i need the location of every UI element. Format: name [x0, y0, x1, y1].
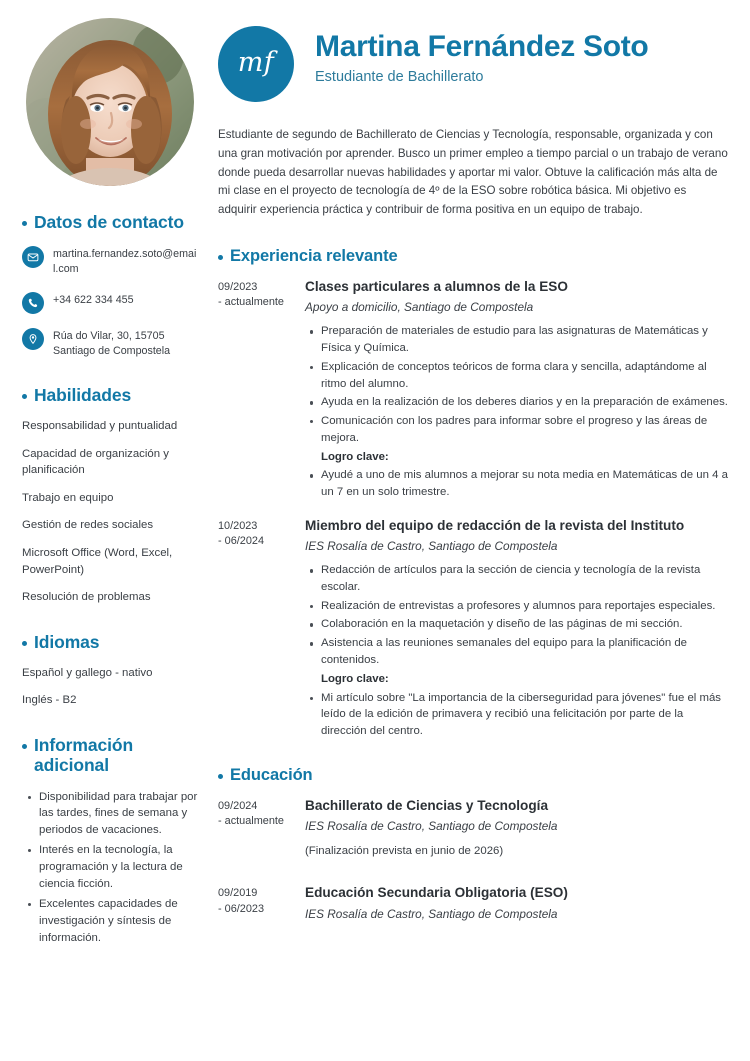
- date-start: 10/2023: [218, 519, 258, 532]
- education-entry-body: [305, 884, 728, 922]
- experience-achievement-label: Logro clave:: [321, 672, 389, 685]
- date-end: - 06/2023: [218, 902, 265, 915]
- heading-bullet-icon: [22, 221, 27, 226]
- additional-info-item: Excelentes capacidades de investigación y síntesis de información.: [39, 896, 198, 947]
- experience-entry-date: [218, 517, 305, 550]
- experience-job-title: Clases particulares a alumnos de la ESO: [305, 278, 568, 294]
- language-item: Inglés - B2: [22, 694, 77, 707]
- experience-bullet: Preparación de materiales de estudio para las asignaturas de Matemáticas y Física y Química.: [321, 323, 728, 357]
- profile-photo-image: [26, 18, 194, 186]
- phone-icon: [22, 292, 44, 314]
- education-entry-date: [218, 797, 305, 830]
- skills-heading-label: Habilidades: [34, 385, 132, 406]
- section-heading-languages: [22, 632, 198, 652]
- experience-bullet: Asistencia a las reuniones semanales del equipo para la planificación de contenidos.: [321, 635, 728, 669]
- languages-heading-label: Idiomas: [34, 631, 100, 652]
- education-degree-title: Bachillerato de Ciencias y Tecnología: [305, 797, 549, 813]
- experience-bullet: Ayudé a uno de mis alumnos a mejorar su nota media en Matemáticas de un 4 a un 7 en un solo trimestre.: [321, 467, 728, 501]
- section-heading-experience: [218, 247, 728, 266]
- section-heading-contact: [22, 212, 198, 232]
- experience-bullet-list: [305, 323, 728, 501]
- education-degree-title: Educación Secundaria Obligatoria (ESO): [305, 885, 568, 901]
- contact-address-value: Rúa do Vilar, 30, 15705 Santiago de Compostela: [53, 329, 171, 357]
- date-end: - actualmente: [218, 815, 284, 828]
- skill-item: Gestión de redes sociales: [22, 519, 154, 532]
- additional-info-item: Disponibilidad para trabajar por las tardes, fines de semana y periodos de vacaciones.: [39, 789, 198, 840]
- experience-entry-date: [218, 278, 305, 311]
- candidate-name: Martina Fernández Soto: [315, 30, 649, 63]
- experience-entry: [218, 517, 728, 742]
- additional-info-item: Interés en la tecnología, la programación y la lectura de ciencia ficción.: [39, 842, 198, 893]
- date-start: 09/2019: [218, 887, 258, 900]
- experience-achievement-label: Logro clave:: [321, 450, 389, 463]
- heading-bullet-icon: [22, 641, 27, 646]
- section-heading-additional: [22, 735, 198, 776]
- name-block: [294, 22, 648, 86]
- skill-item: Responsabilidad y puntualidad: [22, 420, 178, 433]
- section-heading-skills: [22, 385, 198, 405]
- date-start: 09/2024: [218, 799, 258, 812]
- main-content: [210, 0, 750, 949]
- experience-bullet: Comunicación con los padres para informar sobre el progreso y las áreas de mejora.: [321, 413, 728, 447]
- date-end: - actualmente: [218, 296, 284, 309]
- education-note: (Finalización prevista en junio de 2026): [305, 845, 504, 858]
- heading-bullet-icon: [218, 255, 223, 260]
- language-item: Español y gallego - nativo: [22, 666, 153, 679]
- contact-heading-label: Datos de contacto: [34, 212, 184, 232]
- monogram-badge: [218, 26, 294, 102]
- location-pin-icon: [22, 328, 44, 350]
- experience-organization: IES Rosalía de Castro, Santiago de Compostela: [305, 539, 558, 554]
- contact-item-email[interactable]: [22, 245, 198, 277]
- heading-bullet-icon: [218, 774, 223, 779]
- experience-bullet-list: [305, 562, 728, 740]
- contact-item-phone[interactable]: [22, 291, 198, 314]
- education-entry: [218, 884, 728, 922]
- experience-bullet: Colaboración en la maquetación y diseño de las páginas de mi sección.: [321, 616, 728, 633]
- experience-entry-body: [305, 517, 728, 742]
- skill-item: Trabajo en equipo: [22, 491, 114, 504]
- additional-heading-label: Información adicional: [34, 734, 134, 776]
- date-end: - 06/2024: [218, 535, 265, 548]
- experience-bullet: Redacción de artículos para la sección de ciencia y tecnología de la revista escolar.: [321, 562, 728, 596]
- education-institution: IES Rosalía de Castro, Santiago de Compostela: [305, 819, 558, 834]
- heading-bullet-icon: [22, 394, 27, 399]
- monogram-initials: mf: [237, 47, 275, 78]
- experience-job-title: Miembro del equipo de redacción de la revista del Instituto: [305, 517, 685, 533]
- experience-entry-body: [305, 278, 728, 503]
- experience-bullet: Ayuda en la realización de los deberes diarios y en la preparación de exámenes.: [321, 394, 728, 411]
- sidebar: [0, 0, 210, 949]
- experience-heading-label: Experiencia relevante: [230, 246, 398, 265]
- heading-bullet-icon: [22, 744, 27, 749]
- cv-header: [218, 22, 728, 102]
- skill-item: Capacidad de organización y planificación: [22, 447, 169, 477]
- contact-phone-value: +34 622 334 455: [53, 293, 134, 306]
- education-entry: [218, 797, 728, 860]
- additional-info-list: [22, 789, 198, 947]
- skill-item: Resolución de problemas: [22, 591, 151, 604]
- envelope-icon: [22, 246, 44, 268]
- experience-entry: [218, 278, 728, 503]
- experience-bullet: Mi artículo sobre "La importancia de la ciberseguridad para jóvenes" fue el más leído de la edición de primavera y recibió una felicitación por parte de la dirección del centro.: [321, 690, 728, 740]
- experience-organization: Apoyo a domicilio, Santiago de Compostela: [305, 300, 534, 315]
- education-entry-date: [218, 884, 305, 917]
- profile-summary: Estudiante de segundo de Bachillerato de Ciencias y Tecnología, responsable, organizada y con una gran motivación por aprender. Busco un primer empleo a tiempo parcial o un trabajo de verano donde pueda desarrollar nuevas habilidades y aportar mi valor. Obtuve la calificación más alta de mi clase en el proyecto de tecnología de 4º de la ESO sobre robótica básica. Mi objetivo es adquirir experiencia práctica y contribuir de forma positiva en un equipo de trabajo.: [218, 128, 728, 217]
- date-start: 09/2023: [218, 280, 258, 293]
- education-entry-body: [305, 797, 728, 860]
- skill-item: Microsoft Office (Word, Excel, PowerPoint): [22, 547, 173, 576]
- section-heading-education: [218, 766, 728, 785]
- contact-email-value: martina.fernandez.soto@email.com: [53, 248, 197, 276]
- contact-item-address[interactable]: [22, 327, 198, 359]
- candidate-role: Estudiante de Bachillerato: [315, 69, 484, 85]
- education-institution: IES Rosalía de Castro, Santiago de Compostela: [305, 906, 558, 921]
- experience-bullet: Explicación de conceptos teóricos de forma clara y sencilla, adaptándome al ritmo del alumno.: [321, 359, 728, 393]
- profile-photo: [26, 18, 194, 186]
- education-heading-label: Educación: [230, 765, 313, 784]
- experience-bullet: Realización de entrevistas a profesores y alumnos para reportajes especiales.: [321, 598, 728, 615]
